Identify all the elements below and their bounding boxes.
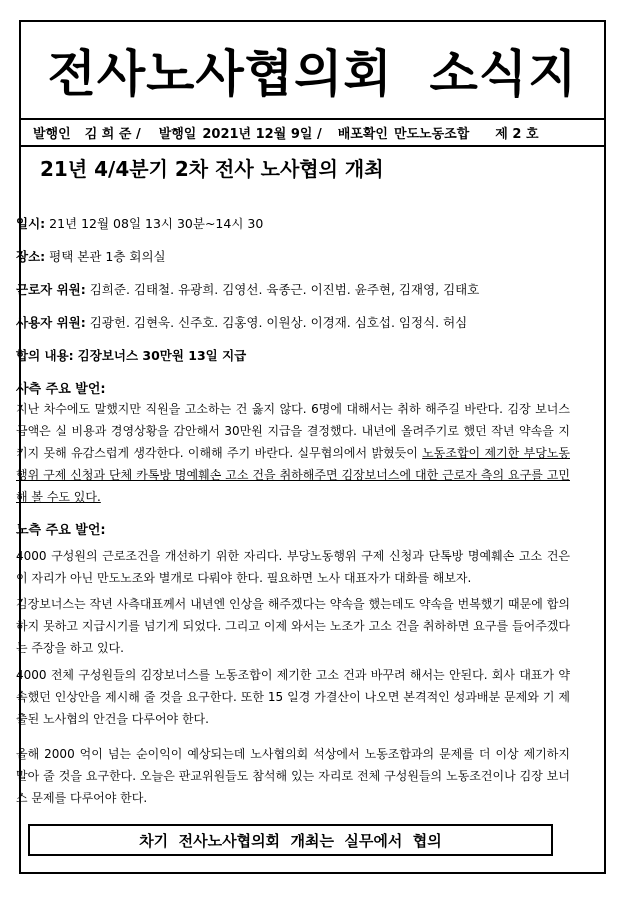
masthead bbox=[21, 22, 604, 120]
employer-members bbox=[16, 313, 467, 331]
workers-label: 근로자 위원: bbox=[16, 282, 86, 297]
meeting-datetime bbox=[16, 214, 263, 232]
management-text-underlined: 노동조합이 제기한 부당노동행위 구제 신청과 단체 카톡방 명예훼손 고소 건을 취하해주면 김장보너스에 대한 근로자 측의 요구를 고민해 볼 수도 있다. bbox=[16, 446, 570, 504]
meeting-place bbox=[16, 247, 166, 265]
worker-members bbox=[16, 280, 479, 298]
place-label: 장소: bbox=[16, 249, 46, 264]
employers-label: 사용자 위원: bbox=[16, 315, 86, 330]
agreement bbox=[16, 346, 246, 364]
article-headline: 21년 4/4분기 2차 전사 노사협의 개최 bbox=[40, 157, 384, 181]
issue-date: 2021년 12월 9일 / bbox=[202, 127, 322, 142]
distribution-value: 만도노동조합 bbox=[393, 127, 470, 142]
publisher-name: 김 희 준 / bbox=[84, 127, 141, 142]
workers-value: 김희준. 김태철. 유광희. 김영선. 육종근. 이진범. 윤주현, 김재영, 김태호 bbox=[89, 282, 480, 297]
management-text: 지난 차수에도 말했지만 직원을 고소하는 건 옳지 않다. 6명에 대해서는 취하 해주길 바란다. 김장 보너스 금액은 실 비용과 경영상황을 감안해서 30만원 지급을 결정했다. 내년에 올려주기로 했던 작년 약속을 지키지 못해 유감스럽게 생각한다. 이해해 주기 바란다. 실무협의에서 밝혔듯이 bbox=[16, 402, 570, 460]
employers-value: 김광헌. 김현욱. 신주호. 김홍영. 이원상. 이경재. 심호섭. 임정식. 허심 bbox=[89, 315, 468, 330]
agreement-value: 김장보너스 30만원 13일 지급 bbox=[77, 348, 247, 363]
union-paragraph-4: 올해 2000 억이 넘는 순이익이 예상되는데 노사협의회 석상에서 노동조합과의 문제를 더 이상 제기하지 말아 줄 것을 요구한다. 오늘은 판교위원들도 참석해 있는 자리로 전체 구성원들의 노동조건이나 김장 보너스 문제를 다루어야 한다. bbox=[16, 747, 570, 805]
footer-notice: 차기 전사노사협의회 개최는 실무에서 협의 bbox=[28, 824, 553, 856]
distribution-label: 배포확인 bbox=[337, 127, 388, 142]
date-label: 발행일 bbox=[158, 127, 197, 142]
datetime-label: 일시: bbox=[16, 216, 46, 231]
management-statement bbox=[16, 398, 570, 508]
union-paragraph-1: 4000 구성원의 근로조건을 개선하기 위한 자리다. 부당노동행위 구제 신청과 단톡방 명예훼손 고소 건은 이 자리가 아닌 만도노조와 별개로 다뤄야 한다. 필요하면 노사 대표자가 대화를 해보자. bbox=[16, 549, 570, 585]
agreement-label: 합의 내용: bbox=[16, 348, 74, 363]
union-section-title: 노측 주요 발언: bbox=[16, 523, 106, 538]
publisher-label: 발행인 bbox=[33, 127, 71, 142]
place-value: 평택 본관 1층 회의실 bbox=[49, 249, 166, 264]
masthead-title: 전사노사협의회 소식지 bbox=[47, 45, 578, 103]
union-paragraph-2: 김장보너스는 작년 사측대표께서 내년엔 인상을 해주겠다는 약속을 했는데도 약속을 번복했기 때문에 합의하지 못하고 지급시기를 넘기게 되었다. 그리고 이제 와서는 노조가 고소 건을 취하하면 요구를 들어주겠다는 주장을 하고 있다. bbox=[16, 597, 570, 655]
datetime-value: 21년 12월 08일 13시 30분~14시 30 bbox=[49, 216, 264, 231]
info-bar bbox=[21, 120, 604, 147]
issue-number: 제 2 호 bbox=[495, 127, 539, 142]
union-paragraph-3: 4000 전체 구성원들의 김장보너스를 노동조합이 제기한 고소 건과 바꾸려 해서는 안된다. 회사 대표가 약속했던 인상안을 제시해 줄 것을 요구한다. 또한 15 일경 가결산이 나오면 본격적인 성과배분 문제와 기 제출된 노사협의 안건을 다루어야 한다. bbox=[16, 668, 570, 726]
management-section-title: 사측 주요 발언: bbox=[16, 382, 106, 397]
